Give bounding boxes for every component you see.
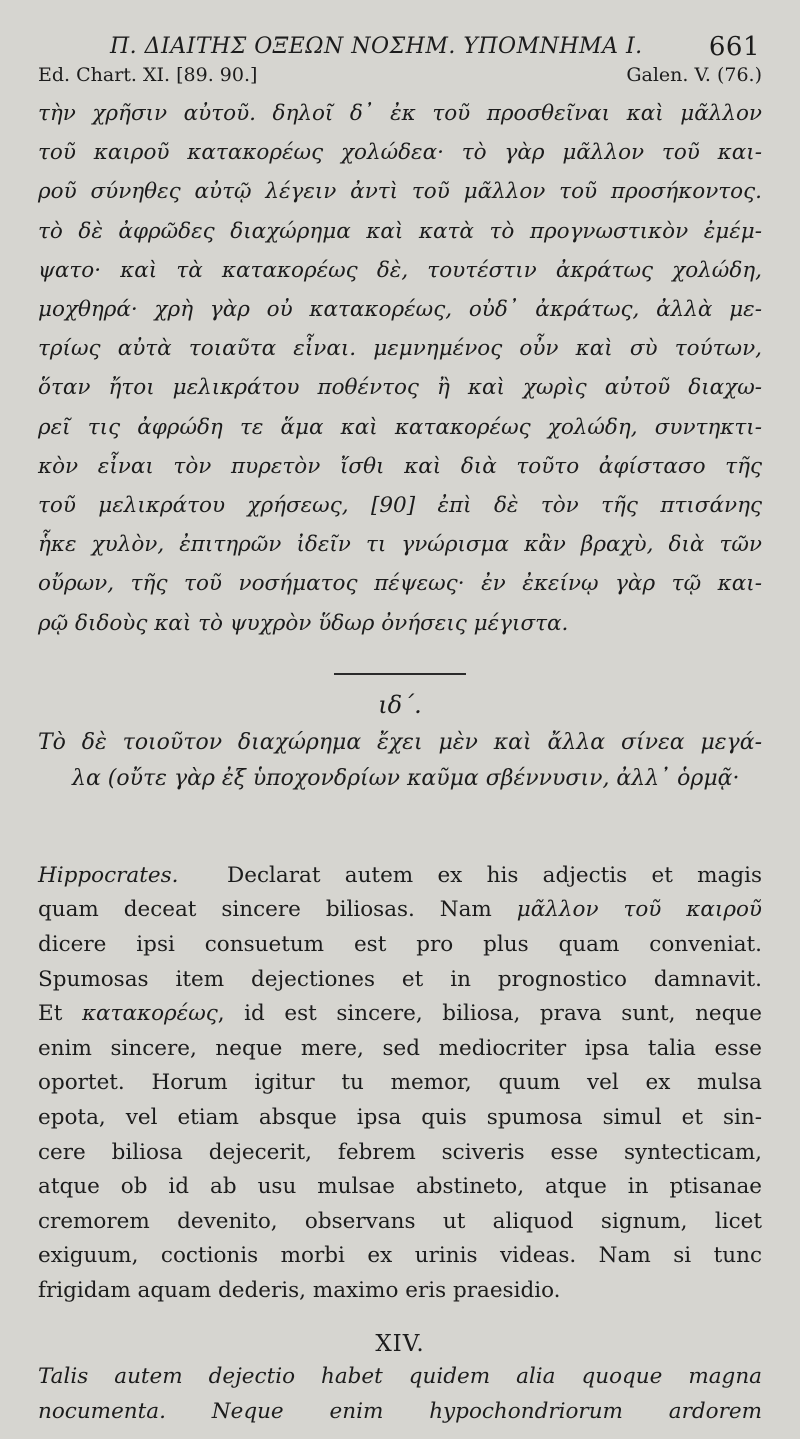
speaker-label: Hippocrates. — [38, 862, 179, 888]
latin-commentary-line — [38, 859, 762, 894]
page-number: 661 — [708, 32, 760, 62]
greek-commentary-line: οὔρων, τῆς τοῦ νοσήματος πέψεως· ἐν ἐκείνῳ γὰρ τῷ και- — [38, 571, 762, 597]
greek-commentary-line: τὴν χρῆσιν αὐτοῦ. δηλοῖ δ᾽ ἐκ τοῦ προσθεῖναι καὶ μᾶλλον — [38, 101, 762, 126]
greek-commentary-line: ἧκε χυλὸν, ἐπιτηρῶν ἰδεῖν τι γνώρισμα κἂν βραχὺ, διὰ τῶν — [38, 532, 762, 558]
latin-text: , id est sincere, biliosa, prava sunt, neque — [217, 1001, 762, 1027]
greek-commentary-line: κὸν εἶναι τὸν πυρετὸν ἴσθι καὶ διὰ τοῦτο ἀφίστασο τῆς — [38, 453, 762, 479]
latin-aphorism-line: Talis autem dejectio habet quidem alia quoque magna — [38, 1363, 762, 1389]
latin-section-number: XIV. — [375, 1330, 425, 1357]
greek-commentary-line: τοῦ καιροῦ κατακορέως χολώδεα· τὸ γὰρ μᾶλλον τοῦ και- — [38, 140, 762, 166]
greek-commentary-line: ροῦ σύνηθες αὐτῷ λέγειν ἀντὶ τοῦ μᾶλλον τοῦ προσήκοντος. — [38, 179, 762, 205]
latin-commentary-line: epota, vel etiam absque ipsa quis spumosa simul et sin- — [38, 1105, 762, 1130]
latin-commentary-line: oportet. Horum igitur tu memor, quum vel ex mulsa — [38, 1070, 762, 1096]
edition-references — [38, 64, 762, 90]
latin-aphorism-line: nocumenta. Neque enim hypochondriorum ardorem — [38, 1398, 762, 1424]
latin-commentary-line: cremorem devenito, observans ut aliquod signum, licet — [38, 1208, 762, 1234]
greek-commentary-line: μοχθηρά· χρὴ γὰρ οὐ κατακορέως, οὐδ᾽ ἀκράτως, ἀλλὰ με- — [38, 297, 762, 323]
greek-commentary-line: ρεῖ τις ἀφρώδη τε ἅμα καὶ κατακορέως χολώδη, συντηκτι- — [38, 414, 762, 440]
latin-commentary-line: enim sincere, neque mere, sed mediocriter ipsa talia esse — [38, 1035, 762, 1061]
latin-text: quam deceat sincere biliosas. Nam — [38, 897, 492, 923]
greek-aphorism-line: Τὸ δὲ τοιοῦτον διαχώρημα ἔχει μὲν καὶ ἄλλα σίνεα μεγά- — [38, 729, 762, 755]
latin-commentary-line — [38, 997, 762, 1032]
latin-commentary-line — [38, 893, 762, 928]
section-divider — [334, 673, 466, 675]
latin-commentary-line: exiguum, coctionis morbi ex urinis videas. Nam si tunc — [38, 1243, 762, 1269]
latin-commentary — [38, 859, 762, 1309]
greek-aphorism-line: λα (οὔτε γὰρ ἐξ ὑποχονδρίων καῦμα σβέννυσιν, ἀλλ᾽ ὁρμᾷ· — [72, 765, 740, 791]
greek-commentary-line: ρῷ διδοὺς καὶ τὸ ψυχρὸν ὕδωρ ὀνήσεις μέγιστα. — [38, 610, 569, 636]
greek-commentary-line: ὅταν ἤτοι μελικράτου ποθέντος ἢ καὶ χωρὶς αὐτοῦ διαχω- — [38, 375, 762, 401]
greek-commentary-line: τοῦ μελικράτου χρήσεως, [90] ἐπὶ δὲ τὸν τῆς πτισάνης — [38, 493, 762, 519]
latin-text: Et — [38, 1001, 63, 1027]
greek-section-number: ιδ΄. — [378, 690, 422, 719]
latin-commentary-line: atque ob id ab usu mulsae abstineto, atque in ptisanae — [38, 1174, 762, 1200]
greek-quote: κατακορέως — [81, 1001, 218, 1027]
running-title: Π. ΔΙΑΙΤΗΣ ΟΞΕΩΝ ΝΟΣΗΜ. ΥΠΟΜΝΗΜΑ Ι. — [110, 34, 643, 59]
latin-commentary-line: Spumosas item dejectiones et in prognostico damnavit. — [38, 966, 762, 992]
greek-quote: μᾶλλον τοῦ καιροῦ — [516, 897, 762, 923]
greek-commentary — [38, 94, 762, 643]
latin-commentary-line: frigidam aquam dederis, maximo eris praesidio. — [38, 1277, 561, 1303]
latin-text: Declarat autem ex his adjectis et magis — [227, 862, 763, 888]
latin-commentary-line: dicere ipsi consuetum est pro plus quam conveniat. — [38, 932, 762, 958]
greek-aphorism — [38, 725, 762, 797]
greek-commentary-line: ψατο· καὶ τὰ κατακορέως δὲ, τουτέστιν ἀκράτως χολώδη, — [38, 257, 762, 283]
latin-commentary-line: cere biliosa dejecerit, febrem sciveris esse syntecticam, — [38, 1139, 762, 1165]
running-head — [38, 28, 762, 64]
latin-aphorism — [38, 1359, 762, 1429]
kuhn-edition-ref: Galen. V. (76.) — [626, 64, 762, 86]
chartier-edition-ref: Ed. Chart. XI. [89. 90.] — [38, 64, 258, 86]
greek-commentary-line: τρίως αὐτὰ τοιαῦτα εἶναι. μεμνημένος οὖν καὶ σὺ τούτων, — [38, 336, 762, 362]
greek-commentary-line: τὸ δὲ ἀφρῶδες διαχώρημα καὶ κατὰ τὸ προγνωστικὸν ἐμέμ- — [38, 218, 762, 244]
